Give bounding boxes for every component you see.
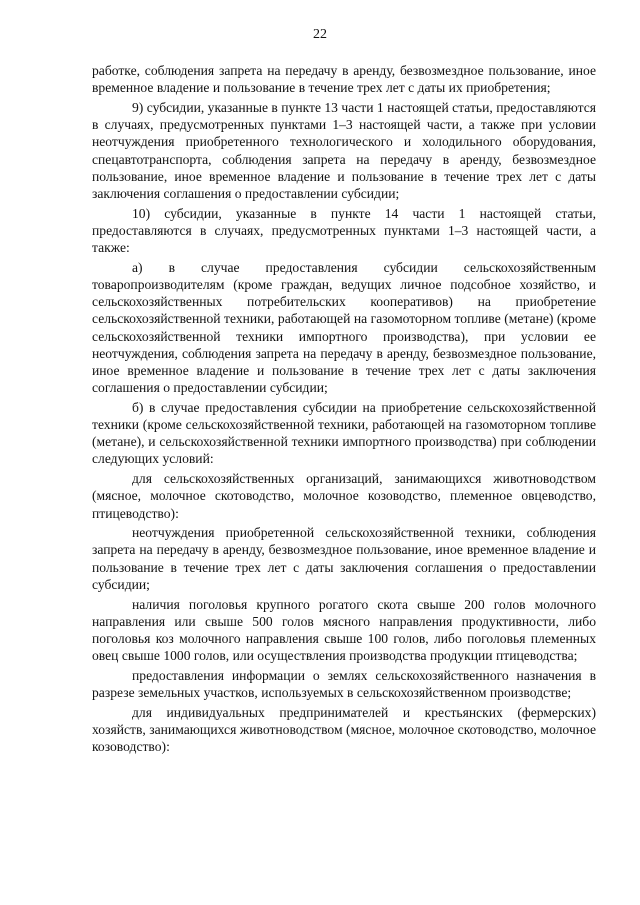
paragraph-entrepreneurs-farms: для индивидуальных предпринимателей и крестьянских (фермерских) хозяйств, занимающихся животноводством (мясное, молочное скотоводство, молочное козоводство): <box>92 704 596 755</box>
paragraph-item-9: 9) субсидии, указанные в пункте 13 части 1 настоящей статьи, предоставляются в случаях, предусмотренных пунктами 1–3 настоящей части, а также при условии неотчуждения приобретенного технологического и холодильного оборудования, спецавтотранспорта, соблюдения запрета на передачу в аренду, безвозмездное пользование, иное временное владение и пользование в течение трех лет с даты заключения соглашения о предоставлении субсидии; <box>92 99 596 201</box>
paragraph-agricultural-organizations: для сельскохозяйственных организаций, занимающихся животноводством (мясное, молочное скотоводство, молочное козоводство, племенное овцеводство, птицеводство): <box>92 471 596 521</box>
document-body <box>92 62 596 758</box>
paragraph-land-information-condition: предоставления информации о землях сельскохозяйственного назначения в разрезе земельных участков, используемых в сельскохозяйственном производстве; <box>92 667 596 701</box>
page-number: 22 <box>313 27 327 42</box>
paragraph-continuation: работке, соблюдения запрета на передачу в аренду, безвозмездное пользование, иное временное владение и пользование в течение трех лет с даты их приобретения; <box>92 63 596 96</box>
paragraph-item-10: 10) субсидии, указанные в пункте 14 части 1 настоящей статьи, предоставляются в случаях, предусмотренных пунктами 1–3 настоящей части, а также: <box>92 205 596 256</box>
paragraph-subitem-b: б) в случае предоставления субсидии на приобретение сельскохозяйственной техники (кроме сельскохозяйственной техники, работающей на газомоторном топливе (метане), и сельскохозяйственной техники импортного производства) при соблюдении следующих условий: <box>92 399 596 467</box>
paragraph-non-alienation-condition: неотчуждения приобретенной сельскохозяйственной техники, соблюдения запрета на передачу в аренду, безвозмездное пользование, иное временное владение и пользование в течение трех лет с даты заключения соглашения о предоставлении субсидии; <box>92 525 596 592</box>
paragraph-livestock-condition: наличия поголовья крупного рогатого скота свыше 200 голов молочного направления или свыше 500 голов мясного направления продуктивности, либо поголовья коз молочного направления свыше 100 голов, либо поголовья племенных овец свыше 1000 голов, или осуществления производства продукции птицеводства; <box>92 596 596 664</box>
paragraph-subitem-a: а) в случае предоставления субсидии сельскохозяйственным товаропроизводителям (кроме граждан, ведущих личное подсобное хозяйство, и сельскохозяйственных потребительских кооперативов) на приобретение сельскохозяйственной техники, работающей на газомоторном топливе (метане) (кроме сельскохозяйственной техники импортного производства), при условии ее неотчуждения, соблюдения запрета на передачу в аренду, безвозмездное пользование, иное временное владение и пользование в течение трех лет с даты заключения соглашения о предоставлении субсидии; <box>92 259 596 396</box>
